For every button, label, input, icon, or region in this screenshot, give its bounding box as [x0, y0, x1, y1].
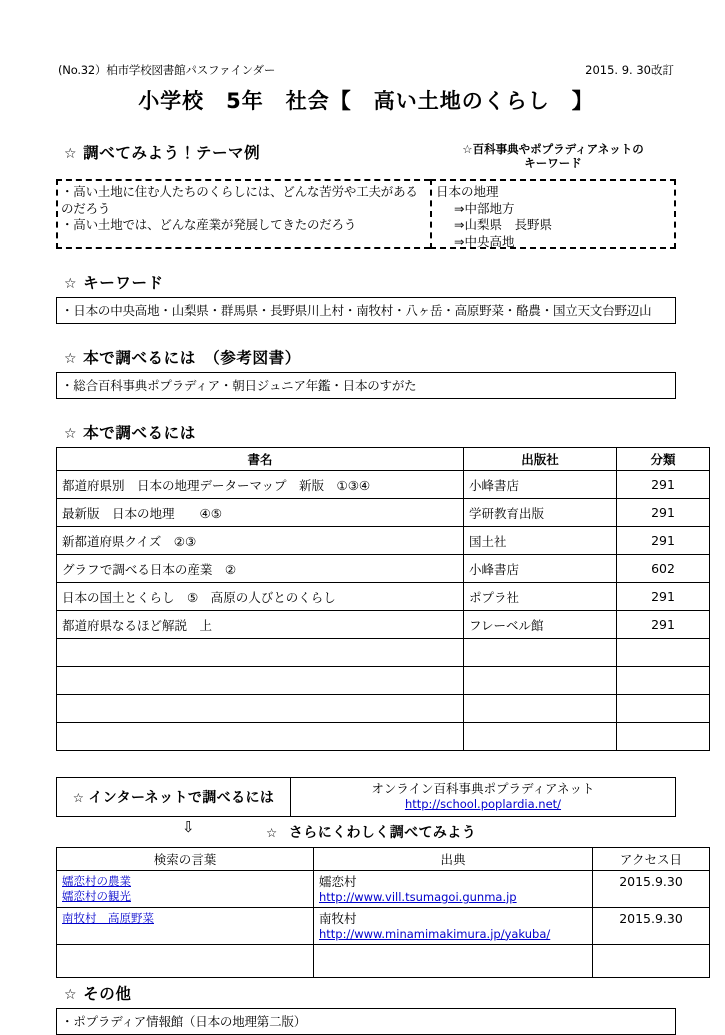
- table-header-row: [57, 448, 710, 471]
- star-icon: ☆: [64, 276, 78, 292]
- column-header-publisher: 出版社: [464, 448, 617, 471]
- keywords-box: ・日本の中央高地・山梨県・群馬県・長野県川上村・南牧村・八ヶ岳・高原野菜・酪農・国立天文台野辺山: [56, 297, 676, 324]
- theme-headings: [56, 141, 676, 179]
- table-row: [57, 611, 710, 639]
- access-date: [593, 944, 710, 977]
- book-publisher: [464, 639, 617, 667]
- down-arrow-icon: ⇩: [182, 818, 195, 837]
- table-row: [57, 908, 710, 945]
- book-classification: 291: [617, 471, 710, 499]
- search-word-link[interactable]: 南牧村 高原野菜: [62, 911, 154, 926]
- books-heading-label: 本で調べるには: [83, 424, 196, 442]
- access-date: 2015.9.30: [593, 871, 710, 908]
- book-title: 都道府県別 日本の地理データーマップ 新版 ①③④: [57, 471, 464, 499]
- access-date: 2015.9.30: [593, 908, 710, 945]
- document-content: [56, 0, 683, 1035]
- keyword-sub: ⇒中部地方: [454, 200, 515, 216]
- book-classification: [617, 639, 710, 667]
- book-title: [57, 723, 464, 751]
- table-row: [57, 639, 710, 667]
- source-url-link[interactable]: http://www.vill.tsumagoi.gunma.jp: [319, 889, 517, 904]
- other-heading-label: その他: [83, 984, 132, 1003]
- encyclopedia-keywords-box: [430, 179, 676, 249]
- book-title: 都道府県なるほど解説 上: [57, 611, 464, 639]
- search-words-cell: [57, 944, 314, 977]
- source-cell: [314, 908, 593, 945]
- source-name: 嬬恋村: [319, 874, 357, 890]
- theme-example-item: ・高い土地では、どんな産業が発展してきたのだろう: [61, 217, 357, 232]
- more-search-heading-label: さらにくわしく調べてみよう: [288, 825, 477, 842]
- table-row: [57, 667, 710, 695]
- internet-section: [56, 777, 676, 817]
- internet-label: インターネットで調べるには: [88, 790, 275, 807]
- column-header-access-date: アクセス日: [593, 848, 710, 871]
- table-row: [57, 555, 710, 583]
- reference-heading-label: 本で調べるには （参考図書）: [83, 349, 301, 367]
- encyclopedia-keyword-heading-line1: ☆百科事典やポプラディアネットの: [462, 142, 644, 156]
- resource-name: オンライン百科事典ポプラディアネット: [371, 781, 595, 796]
- arrow-row: [56, 817, 676, 847]
- table-row: [57, 944, 710, 977]
- encyclopedia-keyword-heading: [430, 142, 676, 171]
- pathfinder-number: (No.32）柏市学校図書館パスファインダー: [58, 63, 276, 77]
- source-cell: [314, 871, 593, 908]
- book-classification: [617, 695, 710, 723]
- book-publisher: [464, 695, 617, 723]
- book-title: 最新版 日本の地理 ④⑤: [57, 499, 464, 527]
- book-title: [57, 639, 464, 667]
- book-classification: 291: [617, 583, 710, 611]
- star-icon: ☆: [64, 351, 78, 367]
- books-heading: [56, 421, 676, 443]
- book-title: グラフで調べる日本の産業 ②: [57, 555, 464, 583]
- source-name: 南牧村: [319, 911, 357, 927]
- keyword-sub: ⇒山梨県 長野県: [454, 217, 552, 232]
- other-box: ・ポプラディア情報館（日本の地理第二版）: [56, 1008, 676, 1035]
- reference-heading: [56, 346, 676, 368]
- revision-date: 2015. 9. 30改訂: [585, 63, 674, 77]
- document-header: [56, 62, 676, 84]
- spacer: [56, 751, 676, 777]
- column-header-title: 書名: [57, 448, 464, 471]
- book-title: 日本の国土とくらし ⑤ 高原の人びとのくらし: [57, 583, 464, 611]
- theme-heading-label: 調べてみよう！テーマ例: [83, 144, 261, 162]
- encyclopedia-keyword-heading-line2: キーワード: [524, 156, 582, 171]
- resource-url-link[interactable]: http://school.poplardia.net/: [404, 797, 562, 812]
- column-header-classification: 分類: [617, 448, 710, 471]
- star-icon: ☆: [64, 986, 78, 1003]
- book-classification: 602: [617, 555, 710, 583]
- star-icon: ☆: [64, 426, 78, 442]
- table-row: [57, 527, 710, 555]
- spacer: [56, 249, 676, 271]
- theme-boxes: [56, 179, 676, 249]
- spacer: [56, 324, 676, 346]
- table-header-row: [57, 848, 710, 871]
- book-classification: 291: [617, 611, 710, 639]
- search-table: [56, 847, 710, 978]
- book-publisher: [464, 667, 617, 695]
- theme-example-item: ・高い土地に住む人たちのくらしには、どんな苦労や工夫があるのだろう: [61, 184, 418, 216]
- book-title: [57, 695, 464, 723]
- table-row: [57, 695, 710, 723]
- column-header-search-word: 検索の言葉: [57, 848, 314, 871]
- keyword-main: 日本の地理: [436, 184, 499, 199]
- spacer: [56, 399, 676, 421]
- column-header-source: 出典: [314, 848, 593, 871]
- reference-box: ・総合百科事典ポプラディア・朝日ジュニア年鑑・日本のすがた: [56, 372, 676, 399]
- book-publisher: フレーベル館: [464, 611, 617, 639]
- star-icon: ☆: [266, 825, 278, 841]
- book-publisher: [464, 723, 617, 751]
- book-publisher: 国土社: [464, 527, 617, 555]
- search-words-cell: [57, 871, 314, 908]
- theme-heading: [64, 141, 260, 163]
- table-row: [57, 499, 710, 527]
- keywords-heading-label: キーワード: [83, 274, 164, 292]
- star-icon: ☆: [64, 146, 78, 162]
- keywords-heading: [56, 271, 676, 293]
- book-publisher: 学研教育出版: [464, 499, 617, 527]
- book-title: 新都道府県クイズ ②③: [57, 527, 464, 555]
- star-icon: ☆: [72, 789, 85, 805]
- table-row: [57, 471, 710, 499]
- search-words-cell: [57, 908, 314, 945]
- internet-resource-cell: [290, 777, 676, 817]
- books-table: [56, 447, 710, 751]
- book-classification: 291: [617, 499, 710, 527]
- source-cell: [314, 944, 593, 977]
- keyword-sub: ⇒中央高地: [454, 233, 515, 249]
- source-url-link[interactable]: http://www.minamimakimura.jp/yakuba/: [319, 926, 551, 941]
- book-classification: 291: [617, 527, 710, 555]
- table-row: [57, 871, 710, 908]
- page-title: 小学校 5年 社会【 高い土地のくらし 】: [138, 89, 594, 113]
- book-publisher: 小峰書店: [464, 471, 617, 499]
- table-row: [57, 723, 710, 751]
- book-title: [57, 667, 464, 695]
- book-classification: [617, 667, 710, 695]
- theme-examples-box: [56, 179, 430, 249]
- more-search-heading: [266, 822, 476, 842]
- book-classification: [617, 723, 710, 751]
- internet-label-cell: [56, 777, 290, 817]
- search-word-link[interactable]: 嬬恋村の観光: [62, 889, 131, 904]
- table-row: [57, 583, 710, 611]
- other-heading: [56, 982, 676, 1004]
- book-publisher: ポプラ社: [464, 583, 617, 611]
- book-publisher: 小峰書店: [464, 555, 617, 583]
- search-word-link[interactable]: 嬬恋村の農業: [62, 874, 131, 889]
